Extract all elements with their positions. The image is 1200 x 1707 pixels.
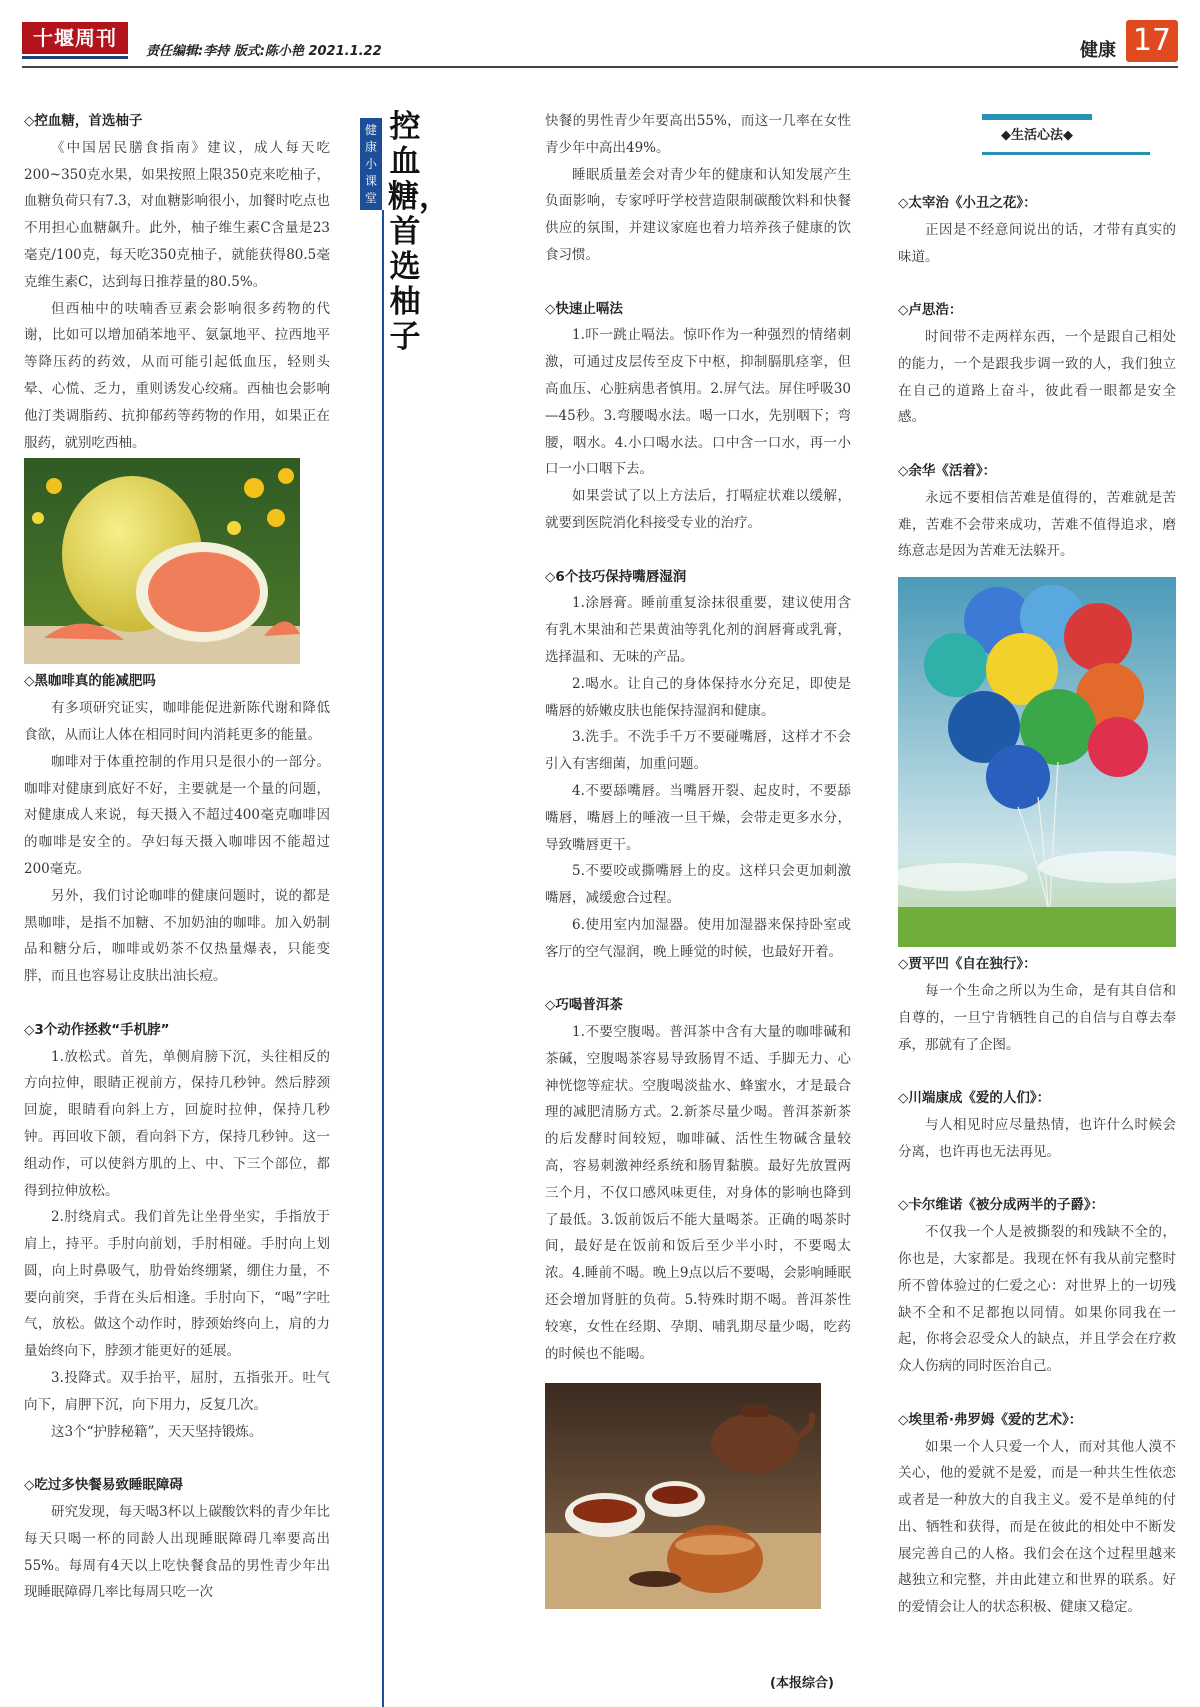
quote-heading: ◇川端康成《爱的人们》： [898, 1090, 1051, 1107]
pomelo-photo [24, 458, 300, 664]
paragraph: 《中国居民膳食指南》建议，成人每天吃200~350克水果，如果按照上限350克来吃柚子，血糖负荷只有7.3，对血糖影响很小，加餐时吃点也不用担心血糖飙升。此外，柚子维生素C含量是23毫克/100克，每天吃350克柚子，就能获得80.5毫克维生素C，达到每日推荐量的80.5%。 [24, 139, 330, 290]
quote-heading: ◇余华《活着》： [898, 462, 997, 479]
quote-heading: ◇太宰治《小丑之花》： [898, 195, 1037, 211]
paragraph: 研究发现，每天喝3杯以上碳酸饮料的青少年比每天只喝一杯的同龄人出现睡眠障碍几率要高出55%。每周有4天以上吃快餐食品的男性青少年出现睡眠障碍几率比每周只吃一次 [24, 1504, 330, 1601]
page-header [22, 20, 1178, 68]
header-rule [22, 66, 1178, 68]
paragraph: 有多项研究证实，咖啡能促进新陈代谢和降低食欲，从而让人体在相同时间内消耗更多的能量。 [24, 700, 330, 743]
section-heading-pomelo: ◇控血糖，首选柚子 [24, 113, 143, 129]
paragraph: 3.投降式。双手抬平，屈肘，五指张开。吐气向下，肩胛下沉，向下用力，反复几次。 [24, 1370, 330, 1413]
quote-heading: ◇卢思浩： [898, 302, 963, 319]
paragraph: 如果尝试了以上方法后，打嗝症状难以缓解，就要到医院消化科接受专业的治疗。 [545, 488, 851, 531]
section-heading-lips: ◇6个技巧保持嘴唇湿润 [545, 568, 687, 585]
paragraph: 咖啡对于体重控制的作用只是很小的一部分。咖啡对健康到底好不好，主要就是一个量的问题，对健康成人来说，每天摄入不超过400毫克咖啡因的咖啡是安全的。孕妇每天摄入咖啡因不能超过200毫克。 [24, 753, 330, 877]
column-divider [382, 210, 384, 1707]
quote-text: 永远不要相信苦难是值得的，苦难就是苦难，苦难不会带来成功，苦难不值得追求，磨练意志是因为苦难无法躲开。 [898, 489, 1176, 560]
section-heading-hiccup: ◇快速止嗝法 [545, 300, 623, 317]
paragraph: 这3个“护脖秘籍”，天天坚持锻炼。 [51, 1423, 263, 1440]
paragraph: 睡眠质量差会对青少年的健康和认知发展产生负面影响，专家呼吁学校营造限制碳酸饮料和快餐供应的氛围，并建议家庭也着力培养孩子健康的饮食习惯。 [545, 166, 851, 263]
feature-title: 控血糖，首选柚子 [388, 109, 450, 355]
quote-text: 每一个生命之所以为生命，是有其自信和自尊的，一旦宁肯牺牲自己的自信与自尊去奉承，那就有了企图。 [898, 982, 1176, 1053]
section-heading-phone-neck: ◇3个动作拯救“手机脖” [24, 1021, 170, 1038]
editor-credits: 责任编辑:李持 版式:陈小艳 2021.1.22 [146, 44, 382, 59]
quote-text: 如果一个人只爱一个人，而对其他人漠不关心，他的爱就不是爱，而是一种共生性依恋或者是一种放大的自我主义。爱不是单纯的付出、牺牲和获得，而是在彼此的相处中不断发展完善自己的人格。我们会在这个过程里越来越独立和完整，并由此建立和世界的联系。好的爱情会让人的状态积极、健康又稳定。 [898, 1438, 1176, 1616]
paragraph: 但西柚中的呋喃香豆素会影响很多药物的代谢，比如可以增加硝苯地平、氨氯地平、拉西地平等降压药的药效，从而可能引起低血压，轻则头晕、心慌、乏力，重则诱发心绞痛。西柚也会影响他汀类调脂药、抗抑郁药等药物的作用，如果正在服药，就别吃西柚。 [24, 300, 330, 451]
quote-heading: ◇卡尔维诺《被分成两半的子爵》： [898, 1197, 1105, 1214]
paragraph: 1.吓一跳止嗝法。惊吓作为一种强烈的情绪刺激，可通过皮层传至皮下中枢，抑制膈肌痉挛，但高血压、心脏病患者慎用。2.屏气法。屏住呼吸30—45秒。3.弯腰喝水法。喝一口水，先别咽下；弯腰，咽水。4.小口喝水法。口中含一口水，再一小口一小口咽下去。 [545, 327, 851, 478]
paragraph: 快餐的男性青少年要高出55%，而这一几率在女性青少年中高出49%。 [545, 113, 851, 156]
paragraph: 4.不要舔嘴唇。当嘴唇开裂、起皮时，不要舔嘴唇，嘴唇上的唾液一旦干燥，会带走更多水分，导致嘴唇更干。 [545, 782, 851, 853]
quote-text: 与人相见时应尽量热情，也许什么时候会分离，也许再也无法再见。 [898, 1116, 1176, 1160]
quote-heading: ◇贾平凹《自在独行》： [898, 956, 1037, 973]
section-heading-fastfood-sleep: ◇吃过多快餐易致睡眠障碍 [24, 1477, 183, 1494]
balloons-photo [898, 577, 1176, 947]
paragraph: 1.涂唇膏。睡前重复涂抹很重要，建议使用含有乳木果油和芒果黄油等乳化剂的润唇膏或乳膏，选择温和、无味的产品。 [545, 595, 851, 665]
source-credit: (本报综合) [770, 1676, 834, 1691]
column-right [898, 190, 1176, 1621]
quote-text: 不仅我一个人是被撕裂的和残缺不全的，你也是，大家都是。我现在怀有我从前完整时所不曾体验过的仁爱之心：对世界上的一切残缺不全和不足都抱以同情。如果你同我在一起，你将会忍受众人的缺点，并且学会在疗救众人伤病的同时医治自己。 [898, 1224, 1176, 1375]
life-section-label: ◆生活心法◆ [1001, 128, 1073, 143]
quote-text: 正因是不经意间说出的话，才带有真实的味道。 [898, 221, 1176, 265]
masthead-logo: 十堰周刊 [22, 22, 128, 54]
page-number: 17 [1126, 20, 1178, 62]
puer-tea-photo [545, 1383, 821, 1609]
column-tag: 健康小课堂 [360, 118, 382, 210]
paragraph: 3.洗手。不洗手千万不要碰嘴唇，这样才不会引入有害细菌，加重问题。 [545, 729, 851, 773]
column-left [24, 108, 330, 1606]
paragraph: 1.放松式。首先，单侧肩膀下沉，头往相反的方向拉伸，眼睛正视前方，保持几秒钟。然后脖颈回旋，眼睛看向斜上方，回旋时拉伸，保持几秒钟。再回收下颌，看向斜下方，保持几秒钟。这一组动作，可以使斜方肌的上、中、下三个部位，都得到拉伸放松。 [24, 1048, 330, 1199]
paragraph: 1.不要空腹喝。普洱茶中含有大量的咖啡碱和茶碱，空腹喝茶容易导致肠胃不适、手脚无力、心神恍惚等症状。空腹喝淡盐水、蜂蜜水，才是最合理的减肥清肠方式。2.新茶尽量少喝。普洱茶新茶的后发酵时间较短，咖啡碱、活性生物碱含量较高，容易刺激神经系统和肠胃黏膜。最好先放置两三个月，不仅口感风味更佳，对身体的影响也降到了最低。3.饭前饭后不能大量喝茶。正确的喝茶时间，最好是在饭前和饭后至少半小时，不要喝太浓。4.睡前不喝。晚上9点以后不要喝，会影响睡眠还会增加肾脏的负荷。5.特殊时期不喝。普洱茶性较寒，女性在经期、孕期、哺乳期尽量少喝，吃药的时候也不能喝。 [545, 1024, 851, 1362]
section-name: 健康 [1080, 40, 1116, 61]
feature-title-column [360, 108, 450, 1698]
paragraph: 5.不要咬或撕嘴唇上的皮。这样只会更加刺激嘴唇，减缓愈合过程。 [545, 863, 851, 907]
paragraph: 另外，我们讨论咖啡的健康问题时，说的都是黑咖啡，是指不加糖、不加奶油的咖啡。加入奶制品和糖分后，咖啡或奶茶不仅热量爆表，只能变胖，而且也容易让皮肤出油长痘。 [24, 887, 330, 985]
quote-text: 时间带不走两样东西，一个是跟自己相处的能力，一个是跟我步调一致的人，我们独立在自己的道路上奋斗，彼此看一眼都是安全感。 [898, 328, 1176, 426]
section-heading-coffee: ◇黑咖啡真的能减肥吗 [24, 673, 156, 690]
paragraph: 2.肘绕肩式。我们首先让坐骨坐实，手指放于肩上，持平。手肘向前划，手肘相碰。手肘向上划圆，向上时鼻吸气，肋骨始终绷紧，绷住力量，不要向前突，手背在头后相逢。手肘向下，“喝”字吐气，放松。做这个动作时，脖颈始终向上，肩的力量始终向下，脖颈才能更好的延展。 [24, 1209, 330, 1360]
section-heading-puer-tea: ◇巧喝普洱茶 [545, 997, 623, 1014]
life-section-bar [982, 114, 1092, 120]
life-section-rule [982, 152, 1150, 155]
paragraph: 2.喝水。让自己的身体保持水分充足，即使是嘴唇的娇嫩皮肤也能保持湿润和健康。 [545, 675, 851, 719]
column-middle [545, 108, 851, 1617]
masthead-underline [22, 56, 128, 59]
paragraph: 6.使用室内加湿器。使用加湿器来保持卧室或客厅的空气湿润，晚上睡觉的时候，也最好开着。 [545, 916, 851, 960]
quote-heading: ◇埃里希·弗罗姆《爱的艺术》： [898, 1411, 1083, 1428]
